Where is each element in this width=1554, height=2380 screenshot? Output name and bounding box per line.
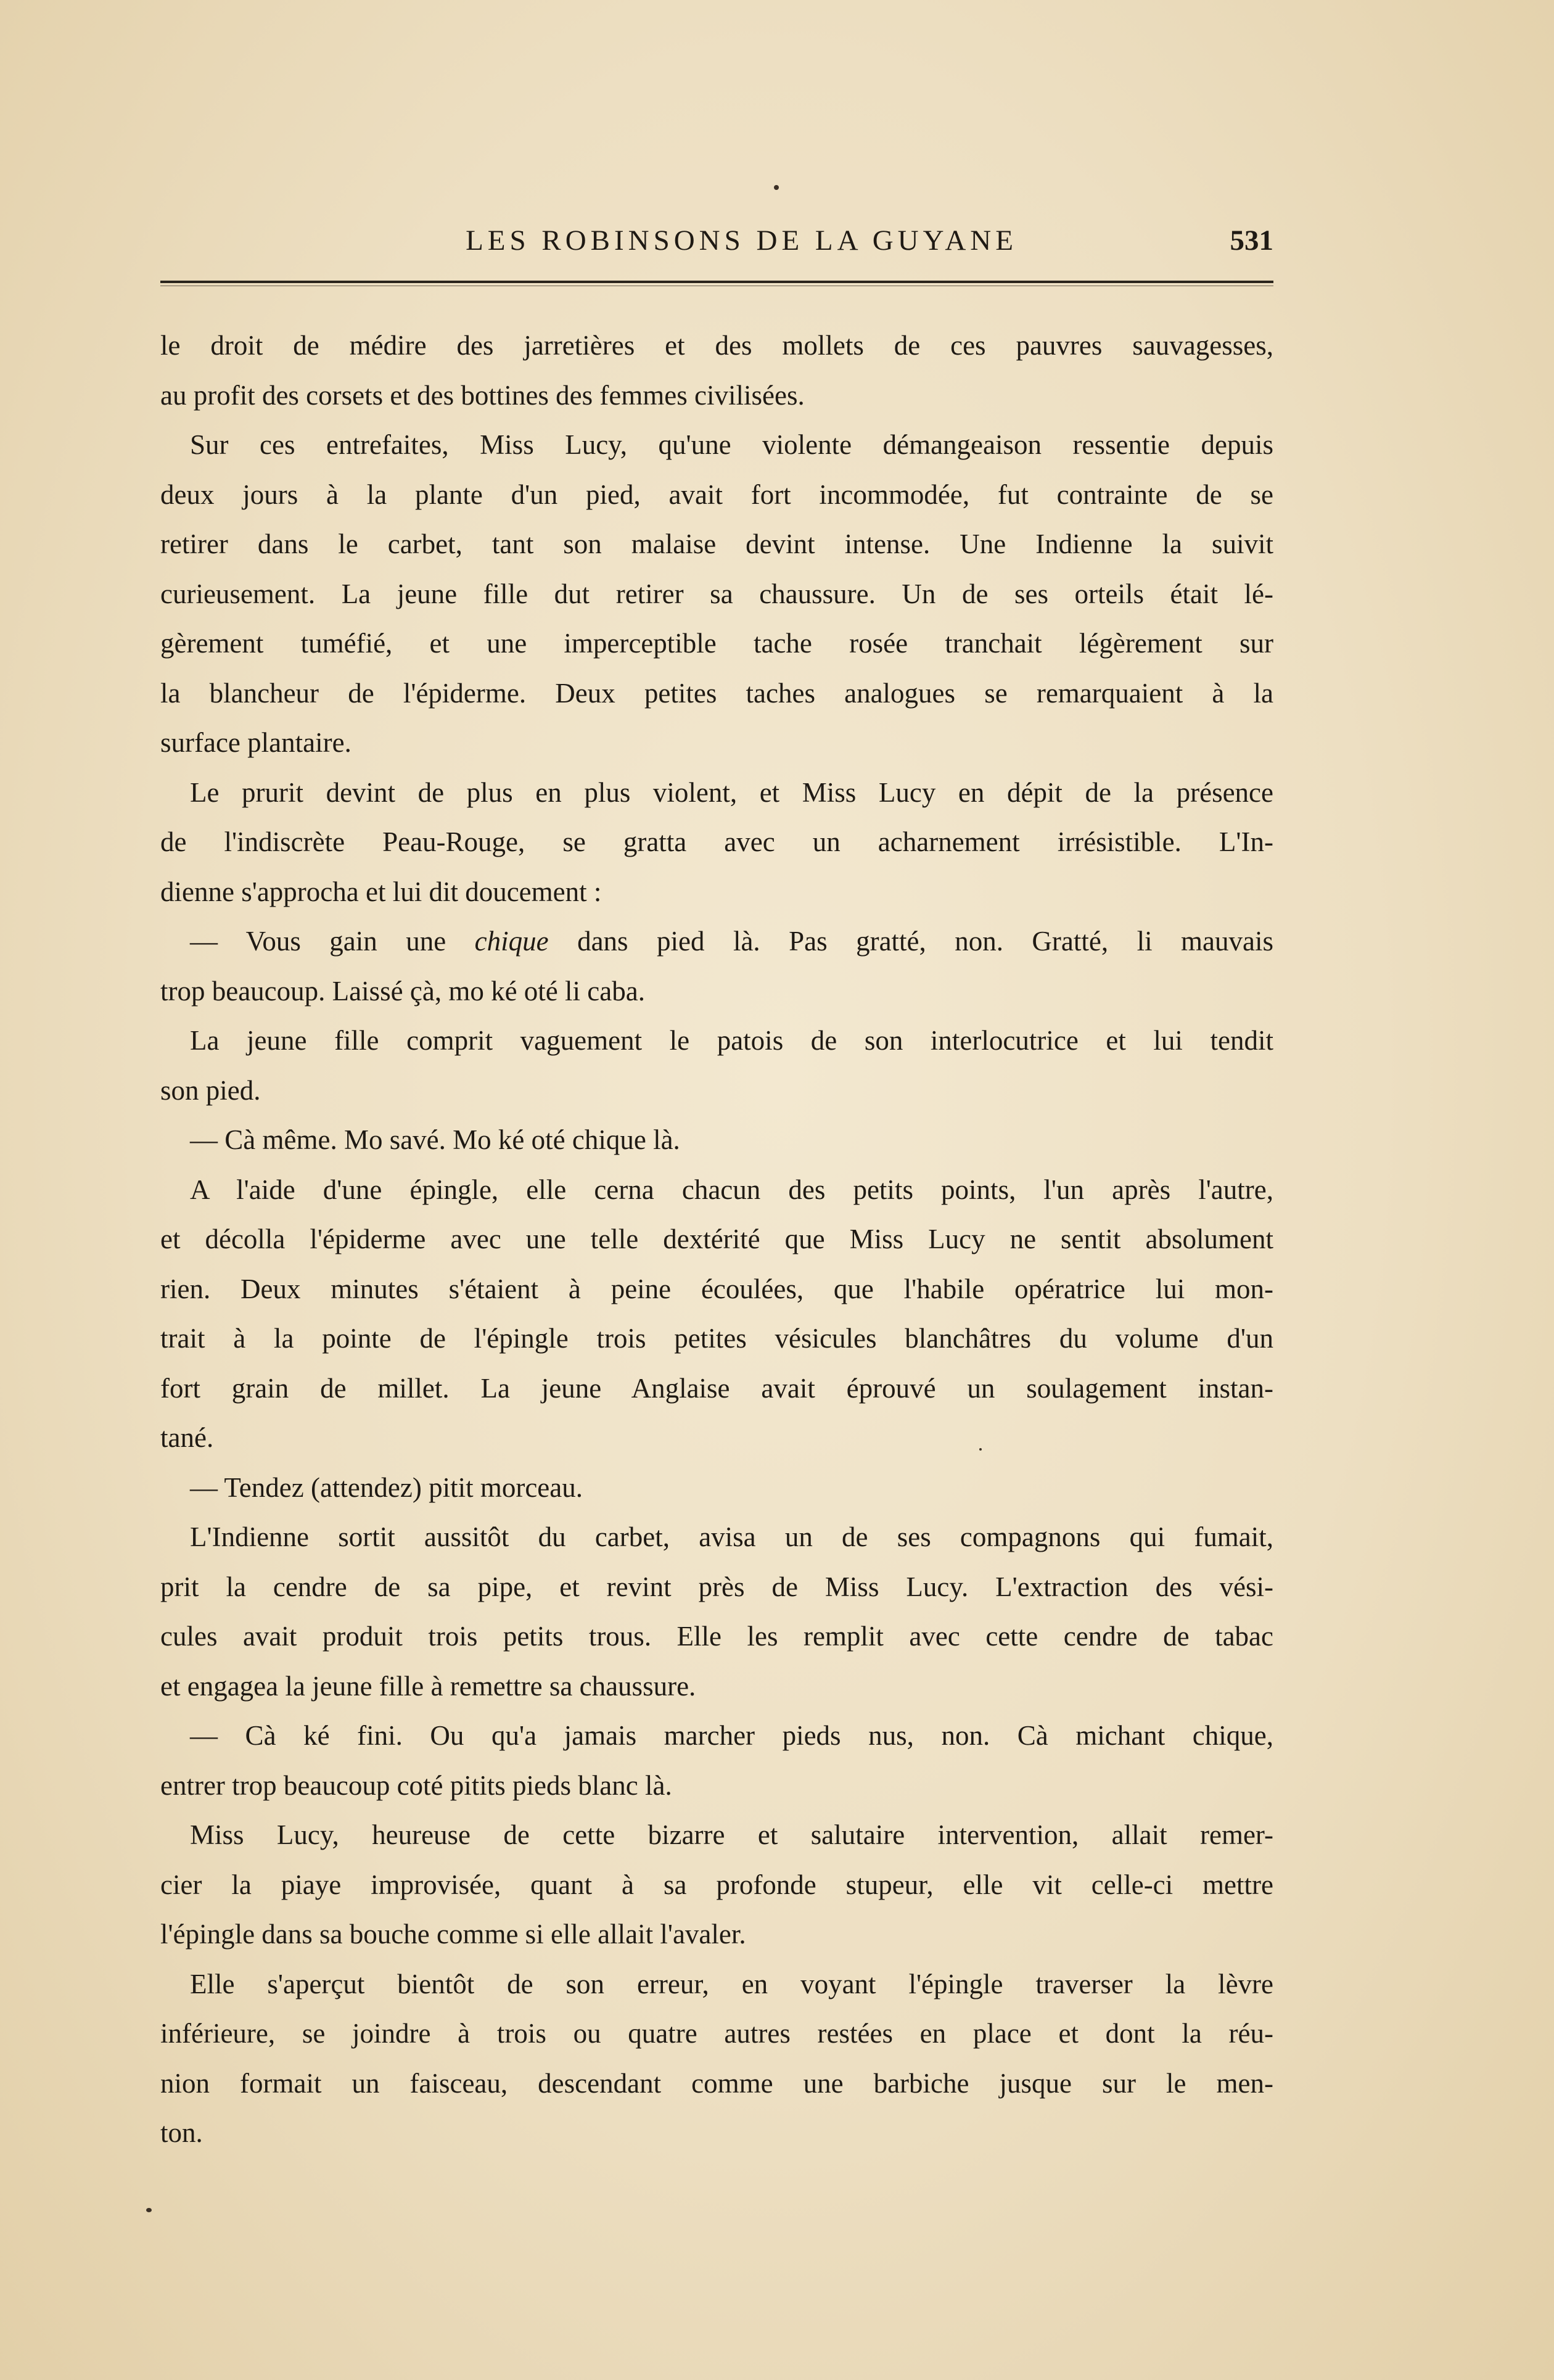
ink-speck [774,185,779,190]
text-line: prit la cendre de sa pipe, et revint près de Miss Lucy. L'extraction des vési- [160,1571,1273,1602]
text-segment: — Vous gain une [190,926,475,957]
text-line: entrer trop beaucoup coté pitits pieds blanc là. [160,1769,672,1801]
text-line: tané. [160,1422,214,1453]
text-line: Sur ces entrefaites, Miss Lucy, qu'une violente démangeaison ressentie depuis [190,429,1273,460]
text-line: au profit des corsets et des bottines des femmes civilisées. [160,379,805,411]
text-line: et décolla l'épiderme avec une telle dextérité que Miss Lucy ne sentit absolument [160,1224,1273,1254]
text-line: trait à la pointe de l'épingle trois petites vésicules blanchâtres du volume d'un [160,1323,1273,1354]
text-line: — Cà ké fini. Ou qu'a jamais marcher pieds nus, non. Cà michant chique, [190,1720,1273,1751]
text-line: inférieure, se joindre à trois ou quatre autres restées en place et dont la réu- [160,2018,1273,2049]
text-line: L'Indienne sortit aussitôt du carbet, avisa un de ses compagnons qui fumait, [190,1521,1273,1552]
text-line: son pied. [160,1074,261,1106]
text-line: Le prurit devint de plus en plus violent, et Miss Lucy en dépit de la présence [190,776,1273,808]
text-line: fort grain de millet. La jeune Anglaise avait éprouvé un soulagement instan- [160,1372,1273,1404]
body-text [160,321,1273,2158]
text-line [160,916,1273,966]
page-header [160,219,1273,262]
text-line: surface plantaire. [160,727,352,758]
text-line: — Cà même. Mo savé. Mo ké oté chique là. [190,1124,680,1155]
running-title: LES ROBINSONS DE LA GUYANE [466,224,1018,257]
text-line: Miss Lucy, heureuse de cette bizarre et salutaire intervention, allait remer- [190,1819,1273,1850]
text-segment: dans pied là. Pas gratté, non. Gratté, li mauvais [548,926,1273,957]
text-line: cules avait produit trois petits trous. Elle les remplit avec cette cendre de tabac [160,1621,1273,1652]
text-line: cier la piaye improvisée, quant à sa profonde stupeur, elle vit celle-ci mettre [160,1869,1273,1900]
text-line: deux jours à la plante d'un pied, avait fort incommodée, fut contrainte de se [160,479,1273,510]
text-line: de l'indiscrète Peau-Rouge, se gratta avec un acharnement irrésistible. L'In- [160,826,1273,857]
page-number: 531 [1230,224,1273,257]
text-line: — Tendez (attendez) pitit morceau. [190,1472,583,1503]
text-line: retirer dans le carbet, tant son malaise devint intense. Une Indienne la suivit [160,529,1273,559]
ink-speck [979,1448,982,1451]
text-line: gèrement tuméfié, et une imperceptible tache rosée tranchait légèrement sur [160,628,1273,659]
text-line: rien. Deux minutes s'étaient à peine écoulées, que l'habile opératrice lui mon- [160,1273,1273,1304]
text-line: A l'aide d'une épingle, elle cerna chacun des petits points, l'un après l'autre, [190,1174,1273,1205]
text-line: et engagea la jeune fille à remettre sa chaussure. [160,1670,696,1702]
text-line: nion formait un faisceau, descendant comme une barbiche jusque sur le men- [160,2067,1273,2099]
text-line: La jeune fille comprit vaguement le patois de son interlocutrice et lui tendit [190,1025,1273,1056]
text-line: ton. [160,2117,203,2148]
text-line: curieusement. La jeune fille dut retirer sa chaussure. Un de ses orteils était lé- [160,578,1273,609]
text-line: l'épingle dans sa bouche comme si elle allait l'avaler. [160,1919,746,1950]
text-line: trop beaucoup. Laissé çà, mo ké oté li caba. [160,975,645,1007]
text-line: la blancheur de l'épiderme. Deux petites taches analogues se remarquaient à la [160,677,1273,709]
text-line: dienne s'approcha et lui dit doucement : [160,876,602,907]
text-line: Elle s'aperçut bientôt de son erreur, en voyant l'épingle traverser la lèvre [190,1968,1273,1999]
italic-word: chique [474,926,549,957]
text-line: le droit de médire des jarretières et des mollets de ces pauvres sauvagesses, [160,330,1273,361]
ink-speck [146,2208,152,2212]
header-rule [160,281,1273,283]
